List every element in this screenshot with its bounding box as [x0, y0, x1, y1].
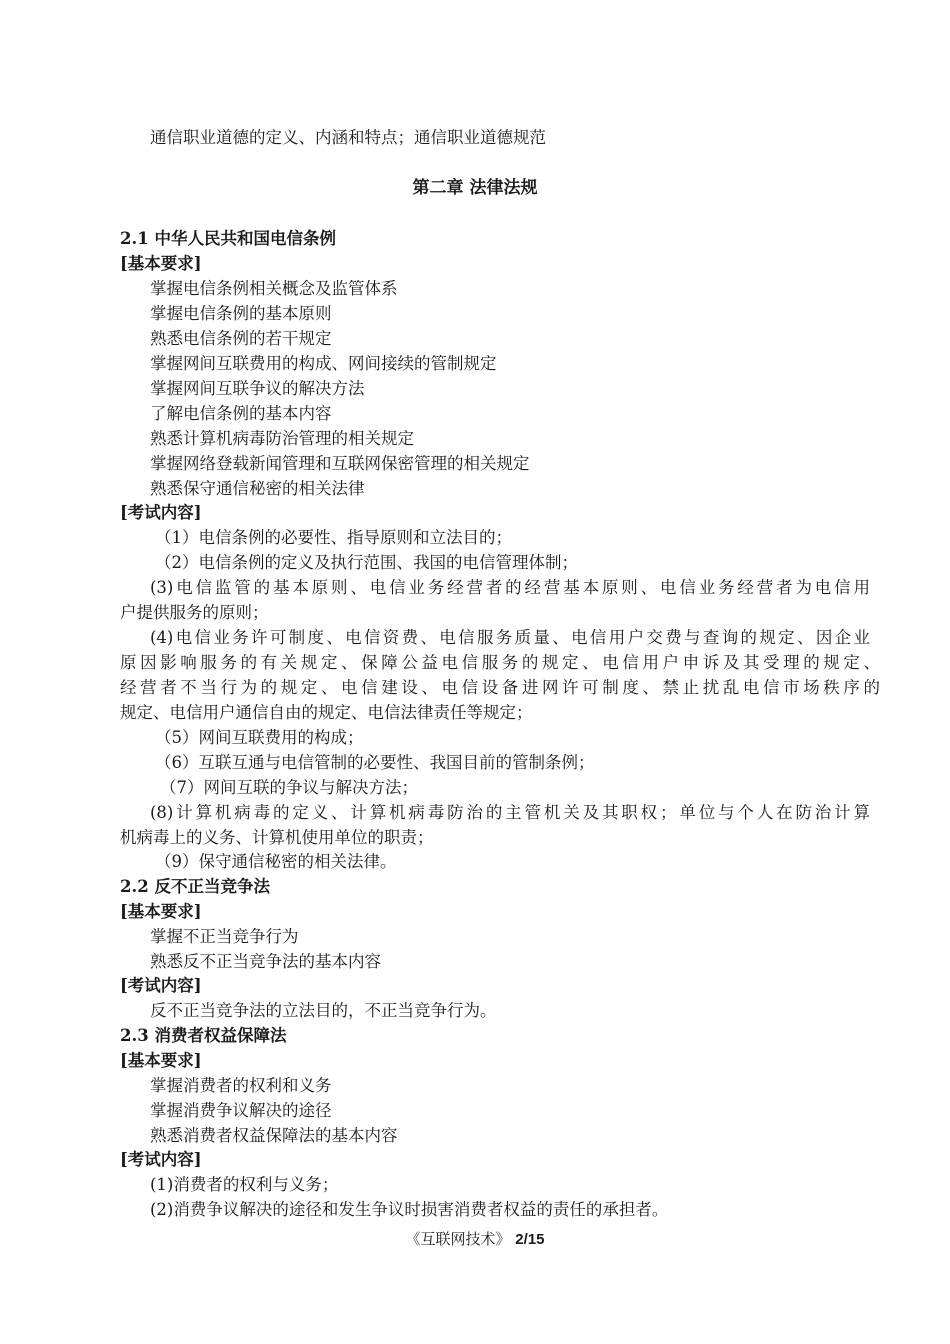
s21-req-item: 掌握电信条例的基本原则	[150, 304, 332, 323]
footer-page-number: 2	[515, 1231, 524, 1248]
s21-exam-label: [考试内容]	[120, 503, 202, 522]
section-2-1-title: 2.1 中华人民共和国电信条例	[120, 229, 336, 248]
chapter-title: 第二章 法律法规	[412, 178, 538, 198]
s22-exam-item: 反不正当竞争法的立法目的，不正当竞争行为。	[150, 1001, 497, 1020]
s23-exam-item: (2)消费争议解决的途径和发生争议时损害消费者权益的责任的承担者。	[150, 1200, 669, 1219]
s21-exam-item-5: （5）网间互联费用的构成；	[155, 728, 364, 747]
s21-req-item: 掌握网间互联争议的解决方法	[150, 379, 365, 398]
s21-exam-item-2: （2）电信条例的定义及执行范围、我国的电信管理体制；	[155, 553, 578, 572]
s21-exam-item-8: (8)计算机病毒的定义、计算机病毒防治的主管机关及其职权；单位与个人在防治计算	[150, 803, 870, 822]
s21-exam-item-8-cont: 机病毒上的义务、计算机使用单位的职责；	[120, 828, 434, 847]
s21-exam-item-6: （6）互联互通与电信管制的必要性、我国目前的管制条例；	[155, 753, 595, 772]
s21-exam-item-4: (4)电信业务许可制度、电信资费、电信服务质量、电信用户交费与查询的规定、因企业	[150, 628, 870, 647]
s22-req-item: 熟悉反不正当竞争法的基本内容	[150, 952, 381, 971]
s23-exam-item: (1)消费者的权利与义务；	[150, 1175, 339, 1194]
s21-requirements-label: [基本要求]	[120, 254, 202, 273]
page-footer	[0, 1228, 950, 1251]
s22-requirements-label: [基本要求]	[120, 902, 202, 921]
s23-req-item: 掌握消费者的权利和义务	[150, 1076, 332, 1095]
s23-requirements-label: [基本要求]	[120, 1051, 202, 1070]
footer-book-title: 《互联网技术》	[405, 1230, 511, 1248]
s21-req-item: 掌握网间互联费用的构成、网间接续的管制规定	[150, 354, 497, 373]
s21-exam-item-3: (3)电信监管的基本原则、电信业务经营者的经营基本原则、电信业务经营者为电信用	[150, 578, 870, 597]
s21-req-item: 掌握电信条例相关概念及监管体系	[150, 279, 398, 298]
s22-exam-label: [考试内容]	[120, 976, 202, 995]
intro-line: 通信职业道德的定义、内涵和特点；通信职业道德规范	[150, 128, 546, 147]
s21-exam-item-4-cont: 经营者不当行为的规定、电信建设、电信设备进网许可制度、禁止扰乱电信市场秩序的	[120, 678, 880, 697]
s21-req-item: 熟悉计算机病毒防治管理的相关规定	[150, 429, 414, 448]
section-2-3-title: 2.3 消费者权益保障法	[120, 1026, 287, 1045]
s21-exam-item-3-cont: 户提供服务的原则；	[120, 603, 269, 622]
s23-req-item: 掌握消费争议解决的途径	[150, 1101, 332, 1120]
footer-page-total: 15	[527, 1231, 545, 1248]
s23-exam-label: [考试内容]	[120, 1150, 202, 1169]
s21-req-item: 熟悉保守通信秘密的相关法律	[150, 479, 365, 498]
s21-exam-item-4-cont: 原因影响服务的有关规定、保障公益电信服务的规定、电信用户申诉及其受理的规定、	[120, 653, 880, 672]
s21-exam-item-4-cont: 规定、电信用户通信自由的规定、电信法律责任等规定；	[120, 703, 533, 722]
s21-req-item: 了解电信条例的基本内容	[150, 404, 332, 423]
s22-req-item: 掌握不正当竞争行为	[150, 927, 299, 946]
s23-req-item: 熟悉消费者权益保障法的基本内容	[150, 1126, 398, 1145]
s21-req-item: 熟悉电信条例的若干规定	[150, 329, 332, 348]
s21-exam-item-1: （1）电信条例的必要性、指导原则和立法目的；	[155, 528, 512, 547]
s21-exam-item-9: （9）保守通信秘密的相关法律。	[155, 852, 397, 871]
s21-exam-item-7: （7）网间互联的争议与解决方法；	[160, 778, 418, 797]
footer-page-separator: /	[523, 1231, 528, 1248]
section-2-2-title: 2.2 反不正当竞争法	[120, 877, 270, 896]
s21-req-item: 掌握网络登载新闻管理和互联网保密管理的相关规定	[150, 454, 530, 473]
